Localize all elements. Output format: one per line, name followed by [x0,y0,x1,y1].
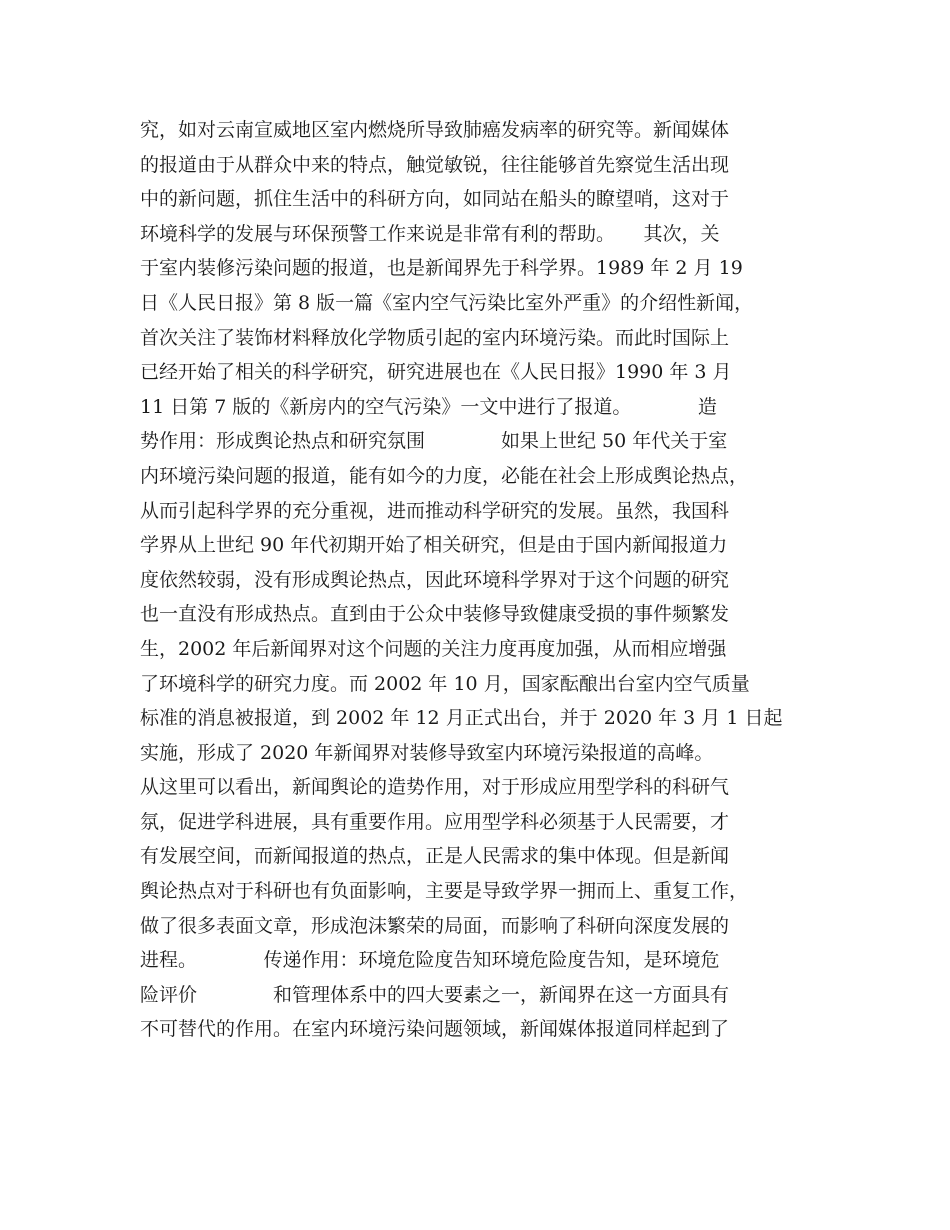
text-line: 也一直没有形成热点。直到由于公众中装修导致健康受损的事件频繁发 [140,603,730,626]
text-line: 势作用：形成舆论热点和研究氛围 如果上世纪 50 年代关于室 [140,430,728,453]
text-line: 首次关注了装饰材料释放化学物质引起的室内环境污染。而此时国际上 [140,326,730,349]
text-line: 究，如对云南宣威地区室内燃烧所导致肺癌发病率的研究等。新闻媒体 [140,119,730,141]
text-line: 险评价 和管理体系中的四大要素之一，新闻界在这一方面具有 [140,983,730,1006]
text-line: 标准的消息被报道，到 2002 年 12 月正式出台，并于 2020 年 3 月 1 日起 [140,707,783,730]
text-line: 度依然较弱，没有形成舆论热点，因此环境科学界对于这个问题的研究 [140,568,730,591]
text-line: 内环境污染问题的报道，能有如今的力度，必能在社会上形成舆论热点， [140,464,749,487]
text-line: 日《人民日报》第 8 版一篇《室内空气污染比室外严重》的介绍性新闻， [140,291,754,314]
text-line: 舆论热点对于科研也有负面影响，主要是导致学界一拥而上、重复工作， [140,880,749,903]
text-line: 氛，促进学科进展，具有重要作用。应用型学科必须基于人民需要，才 [140,810,730,833]
text-line: 进程。 传递作用：环境危险度告知环境危险度告知，是环境危 [140,949,720,972]
body-text [140,113,840,1047]
text-line: 学界从上世纪 90 年代初期开始了相关研究，但是由于国内新闻报道力 [140,534,728,557]
text-line: 已经开始了相关的科学研究，研究进展也在《人民日报》1990 年 3 月 [140,361,732,384]
text-line: 有发展空间，而新闻报道的热点，正是人民需求的集中体现。但是新闻 [140,845,730,868]
text-line: 从这里可以看出，新闻舆论的造势作用，对于形成应用型学科的科研气 [140,776,730,799]
text-line: 11 日第 7 版的《新房内的空气污染》一文中进行了报道。 造 [140,395,717,418]
text-line: 了环境科学的研究力度。而 2002 年 10 月，国家酝酿出台室内空气质量 [140,672,750,695]
text-line: 的报道由于从群众中来的特点，触觉敏锐，往往能够首先察觉生活出现 [140,153,730,176]
text-line: 做了很多表面文章，形成泡沫繁荣的局面，而影响了科研向深度发展的 [140,914,730,937]
text-line: 于室内装修污染问题的报道，也是新闻界先于科学界。1989 年 2 月 19 [140,257,743,280]
text-line: 从而引起科学界的充分重视，进而推动科学研究的发展。虽然，我国科 [140,499,730,522]
text-line: 实施，形成了 2020 年新闻界对装修导致室内环境污染报道的高峰。 [140,741,714,764]
text-line: 中的新问题，抓住生活中的科研方向，如同站在船头的瞭望哨，这对于 [140,188,730,211]
text-line: 生，2002 年后新闻界对这个问题的关注力度再度加强，从而相应增强 [140,637,727,660]
text-line: 环境科学的发展与环保预警工作来说是非常有利的帮助。 其次，关 [140,222,720,245]
text-line: 不可替代的作用。在室内环境污染问题领域，新闻媒体报道同样起到了 [140,1018,730,1041]
